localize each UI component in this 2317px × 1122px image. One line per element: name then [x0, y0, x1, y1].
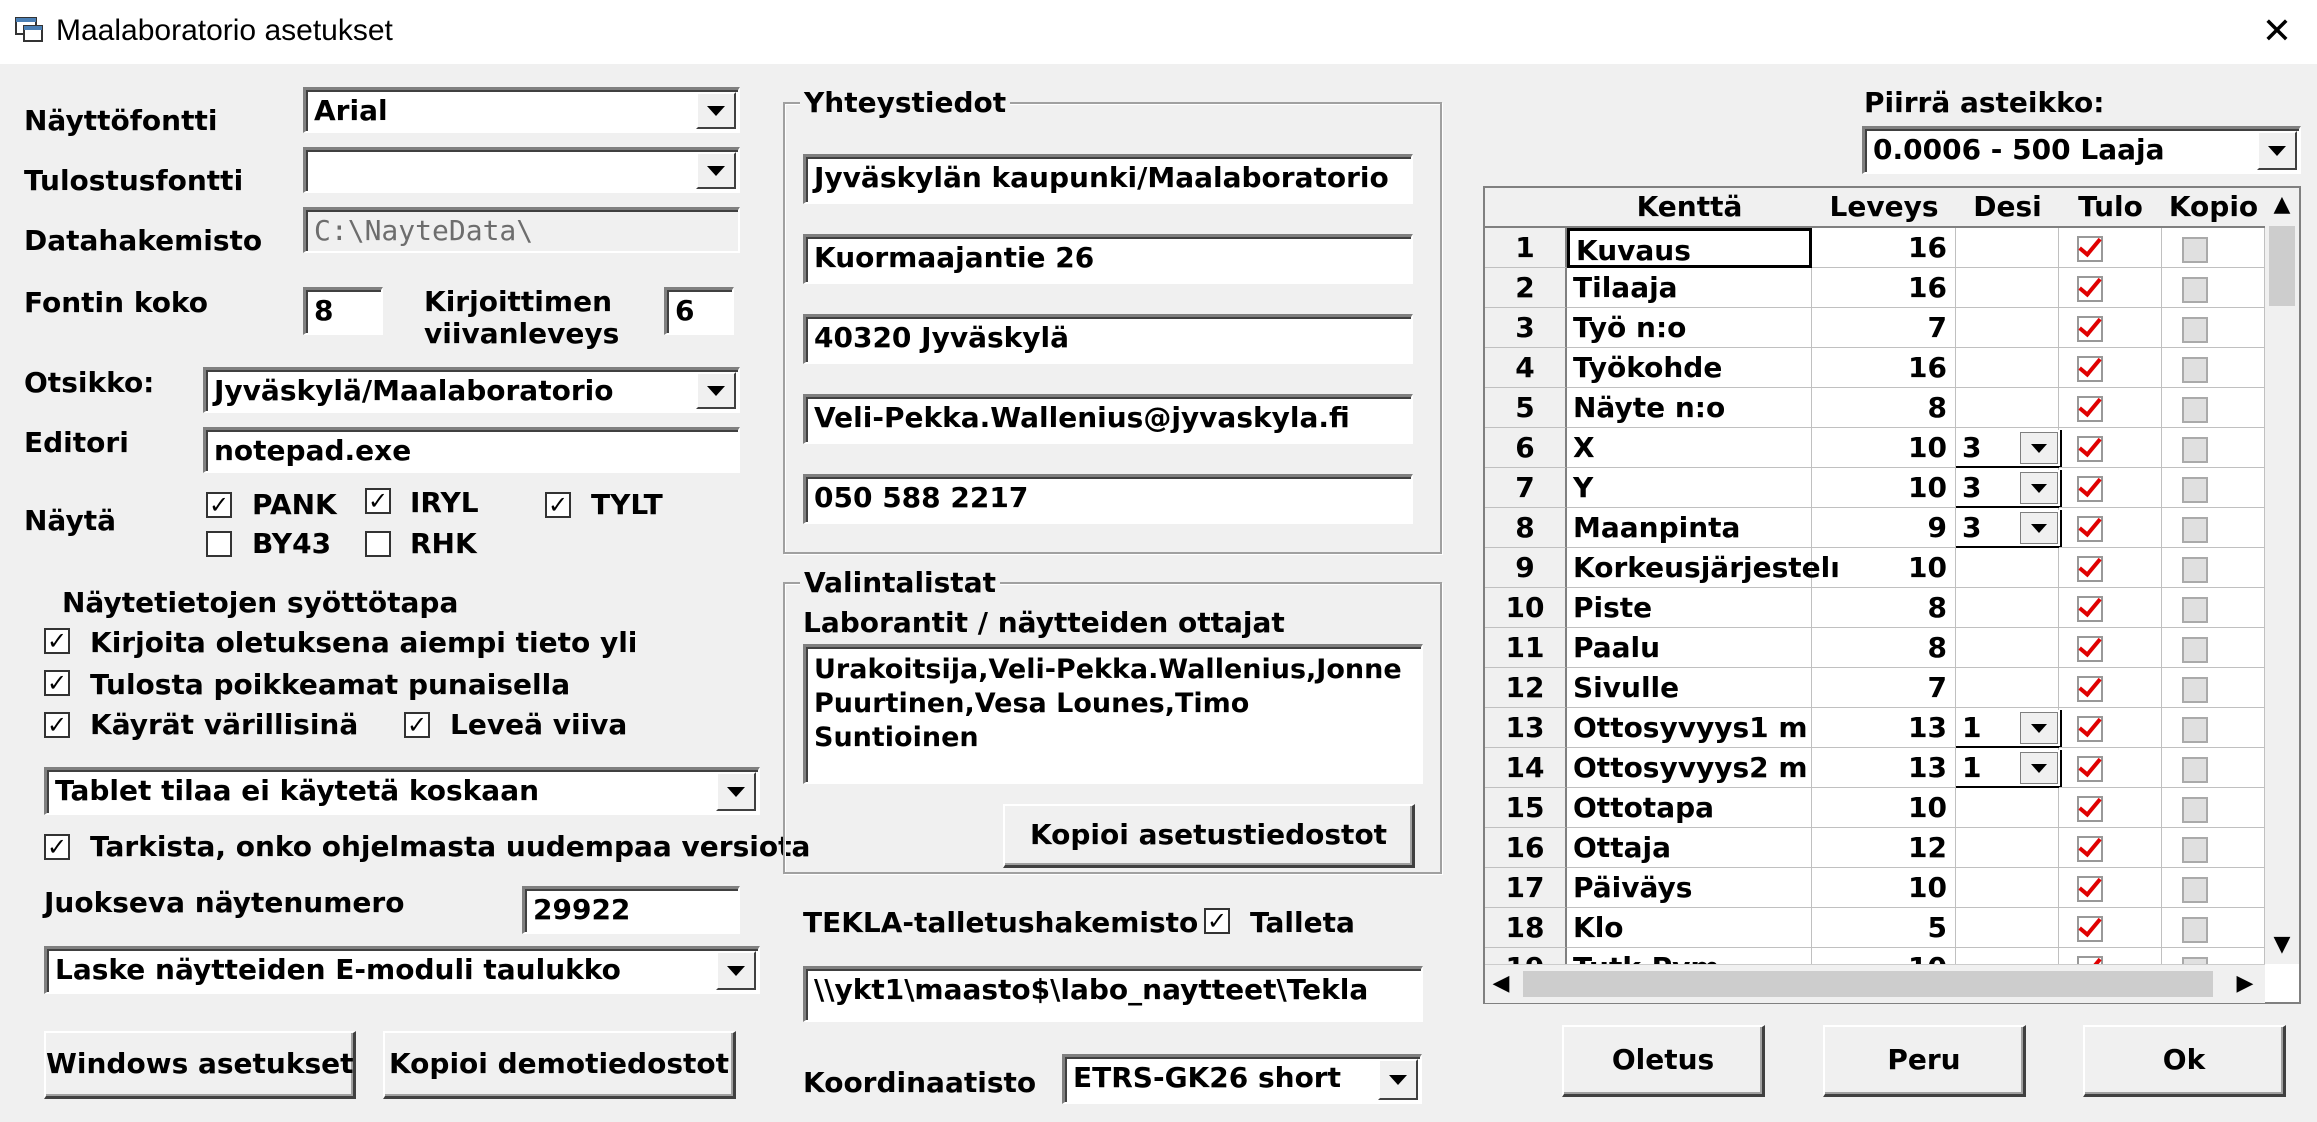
tekla-save-checkbox[interactable]: ✓	[1204, 908, 1230, 934]
kopio-checkbox[interactable]	[2182, 597, 2208, 623]
cancel-button[interactable]: Peru	[1823, 1025, 2026, 1097]
desi-cell[interactable]	[1956, 268, 2059, 308]
kopio-cell[interactable]	[2162, 508, 2265, 548]
iryl-label: IRYL	[410, 486, 479, 519]
kopio-checkbox[interactable]	[2182, 477, 2208, 503]
tulo-checkbox[interactable]	[2077, 516, 2103, 542]
desi-cell[interactable]	[1956, 668, 2059, 708]
table-row[interactable]	[1485, 428, 2265, 468]
kopio-checkbox[interactable]	[2182, 277, 2208, 303]
kopio-cell[interactable]	[2162, 588, 2265, 628]
chevron-down-icon[interactable]	[1378, 1059, 1418, 1100]
check-version-label: Tarkista, onko ohjelmasta uudempaa versiota	[90, 830, 811, 863]
tulo-cell[interactable]	[2059, 828, 2162, 868]
col-header-field[interactable]: Kenttä	[1567, 188, 1814, 228]
kopio-cell[interactable]	[2162, 548, 2265, 588]
col-header-desi[interactable]: Desi	[1956, 188, 2061, 228]
chevron-down-icon[interactable]	[716, 772, 756, 811]
tulo-checkbox[interactable]	[2077, 796, 2103, 822]
datadir-label: Datahakemisto	[24, 224, 263, 257]
kopio-cell[interactable]	[2162, 388, 2265, 428]
tylt-checkbox[interactable]: ✓	[545, 492, 571, 518]
printer-line-label: Kirjoittimen viivanleveys	[424, 285, 620, 350]
font-size-label: Fontin koko	[24, 286, 209, 319]
contact-email-field[interactable]: Veli-Pekka.Wallenius@jyvaskyla.fi	[803, 394, 1413, 444]
width-cell[interactable]: 8	[1812, 628, 1956, 668]
tulo-cell[interactable]	[2059, 788, 2162, 828]
width-cell[interactable]: 10	[1812, 548, 1956, 588]
width-cell[interactable]: 13	[1812, 708, 1956, 748]
desi-cell[interactable]	[1956, 788, 2059, 828]
scroll-left-icon[interactable]: ◀	[1492, 971, 1510, 996]
table-row[interactable]	[1485, 308, 2265, 348]
table-row[interactable]	[1485, 628, 2265, 668]
row-number[interactable]: 16	[1485, 828, 1567, 868]
header-select[interactable]	[203, 367, 740, 413]
field-name-cell[interactable]: Klo	[1567, 908, 1812, 948]
by43-label: BY43	[252, 527, 332, 560]
by43-checkbox[interactable]	[206, 531, 232, 557]
desi-value: 3	[1962, 511, 1982, 544]
scroll-up-icon[interactable]: ▲	[2273, 192, 2291, 217]
row-number[interactable]: 2	[1485, 268, 1567, 308]
kopio-checkbox[interactable]	[2182, 357, 2208, 383]
width-cell[interactable]: 7	[1812, 668, 1956, 708]
table-row[interactable]	[1485, 908, 2265, 948]
col-header-tulo[interactable]: Tulo	[2059, 188, 2164, 228]
desi-cell[interactable]	[1956, 548, 2059, 588]
field-name-cell[interactable]: X	[1567, 428, 1812, 468]
table-row[interactable]	[1485, 828, 2265, 868]
scroll-down-icon[interactable]: ▼	[2273, 932, 2291, 957]
tulo-cell[interactable]	[2059, 868, 2162, 908]
tulo-checkbox[interactable]	[2077, 396, 2103, 422]
fields-grid	[1483, 186, 2301, 1004]
datadir-field[interactable]: C:\NayteData\	[303, 207, 740, 253]
chevron-down-icon[interactable]	[696, 372, 736, 409]
tulo-cell[interactable]	[2059, 388, 2162, 428]
default-button[interactable]: Oletus	[1562, 1025, 1765, 1097]
tablet-mode-value: Tablet tilaa ei käytetä koskaan	[55, 774, 540, 807]
tekla-label: TEKLA-talletushakemisto	[803, 906, 1199, 939]
tulo-cell[interactable]	[2059, 348, 2162, 388]
table-row[interactable]	[1485, 508, 2265, 548]
editor-field[interactable]: notepad.exe	[203, 427, 740, 473]
kopio-checkbox[interactable]	[2182, 677, 2208, 703]
field-name-cell[interactable]: Korkeusjärjestelı	[1567, 548, 1812, 588]
row-number[interactable]: 4	[1485, 348, 1567, 388]
table-row[interactable]	[1485, 388, 2265, 428]
kopio-checkbox[interactable]	[2182, 797, 2208, 823]
lists-group-label: Valintalistat	[800, 566, 1000, 599]
row-number[interactable]: 5	[1485, 388, 1567, 428]
check-version-checkbox[interactable]: ✓	[44, 834, 70, 860]
wide-line-label: Leveä viiva	[450, 708, 628, 741]
curves-color-checkbox[interactable]: ✓	[44, 712, 70, 738]
kopio-checkbox[interactable]	[2182, 837, 2208, 863]
tylt-label: TYLT	[591, 488, 663, 521]
width-cell[interactable]: 8	[1812, 388, 1956, 428]
field-name-cell[interactable]: Kuvaus	[1567, 228, 1812, 268]
row-number[interactable]: 17	[1485, 868, 1567, 908]
print-font-select[interactable]	[303, 147, 740, 193]
desi-select[interactable]	[1956, 430, 2062, 468]
width-cell[interactable]: 16	[1812, 228, 1956, 268]
field-name-cell[interactable]: Piste	[1567, 588, 1812, 628]
overwrite-checkbox[interactable]: ✓	[44, 628, 70, 654]
display-font-select[interactable]	[303, 87, 740, 133]
desi-select[interactable]	[1956, 710, 2062, 748]
print-red-checkbox[interactable]: ✓	[44, 670, 70, 696]
desi-select[interactable]	[1956, 470, 2062, 508]
width-cell[interactable]: 12	[1812, 828, 1956, 868]
header-label: Otsikko:	[24, 366, 155, 399]
kopio-checkbox[interactable]	[2182, 317, 2208, 343]
tulo-checkbox[interactable]	[2077, 676, 2103, 702]
kopio-cell[interactable]	[2162, 428, 2265, 468]
desi-cell[interactable]	[1956, 308, 2059, 348]
kopio-cell[interactable]	[2162, 348, 2265, 388]
emodule-select[interactable]	[44, 946, 760, 994]
width-cell[interactable]: 13	[1812, 748, 1956, 788]
close-icon[interactable]: ✕	[2261, 11, 2293, 52]
desi-cell[interactable]	[1956, 628, 2059, 668]
desi-cell[interactable]	[1956, 908, 2059, 948]
overwrite-label: Kirjoita oletuksena aiempi tieto yli	[90, 626, 638, 659]
coord-label: Koordinaatisto	[803, 1066, 1037, 1099]
row-number[interactable]: 18	[1485, 908, 1567, 948]
row-number[interactable]: 9	[1485, 548, 1567, 588]
desi-cell[interactable]	[1956, 748, 2059, 788]
kopio-checkbox[interactable]	[2182, 517, 2208, 543]
chevron-down-icon[interactable]	[2020, 512, 2058, 544]
field-name-cell[interactable]: Y	[1567, 468, 1812, 508]
tulo-cell[interactable]	[2059, 428, 2162, 468]
tulo-checkbox[interactable]	[2077, 876, 2103, 902]
width-cell[interactable]: 5	[1812, 908, 1956, 948]
chevron-down-icon[interactable]	[2257, 131, 2297, 170]
desi-cell[interactable]	[1956, 708, 2059, 748]
emodule-value: Laske näytteiden E-moduli taulukko	[55, 953, 621, 986]
tulo-cell[interactable]	[2059, 508, 2162, 548]
contact-line1-field[interactable]: Jyväskylän kaupunki/Maalaboratorio	[803, 154, 1413, 204]
kopio-checkbox[interactable]	[2182, 557, 2208, 583]
rhk-checkbox[interactable]	[365, 531, 391, 557]
scale-select[interactable]	[1862, 126, 2301, 174]
desi-cell[interactable]	[1956, 388, 2059, 428]
tulo-cell[interactable]	[2059, 748, 2162, 788]
row-number[interactable]: 7	[1485, 468, 1567, 508]
row-number[interactable]: 14	[1485, 748, 1567, 788]
scale-value: 0.0006 - 500 Laaja	[1873, 133, 2165, 166]
width-cell[interactable]: 16	[1812, 348, 1956, 388]
kopio-cell[interactable]	[2162, 628, 2265, 668]
windows-settings-button[interactable]: Windows asetukset	[44, 1031, 356, 1099]
window-title: Maalaboratorio asetukset	[56, 14, 393, 47]
desi-cell[interactable]	[1956, 508, 2059, 548]
field-name-cell[interactable]: Näyte n:o	[1567, 388, 1812, 428]
scroll-right-icon[interactable]: ▶	[2236, 971, 2254, 996]
iryl-checkbox[interactable]: ✓	[365, 488, 391, 514]
tulo-checkbox[interactable]	[2077, 436, 2103, 462]
tulo-cell[interactable]	[2059, 308, 2162, 348]
coord-select[interactable]	[1062, 1054, 1422, 1104]
pank-checkbox[interactable]: ✓	[206, 492, 232, 518]
width-cell[interactable]: 8	[1812, 588, 1956, 628]
tulo-checkbox[interactable]	[2077, 476, 2103, 502]
font-size-field[interactable]: 8	[303, 287, 383, 335]
table-row[interactable]	[1485, 468, 2265, 508]
table-row[interactable]	[1485, 268, 2265, 308]
desi-select[interactable]	[1956, 750, 2062, 788]
title-bar	[0, 0, 2317, 64]
tulo-checkbox[interactable]	[2077, 276, 2103, 302]
kopio-cell[interactable]	[2162, 468, 2265, 508]
table-row[interactable]	[1485, 668, 2265, 708]
editor-label: Editori	[24, 426, 129, 459]
table-row[interactable]	[1485, 588, 2265, 628]
field-name-cell[interactable]: Sivulle	[1567, 668, 1812, 708]
kopio-checkbox[interactable]	[2182, 397, 2208, 423]
kopio-cell[interactable]	[2162, 668, 2265, 708]
chevron-down-icon[interactable]	[2020, 432, 2058, 464]
field-name-cell[interactable]: Päiväys	[1567, 868, 1812, 908]
tulo-checkbox[interactable]	[2077, 916, 2103, 942]
curves-color-label: Käyrät värillisinä	[90, 708, 359, 741]
pank-label: PANK	[252, 488, 337, 521]
grid-corner	[1485, 188, 1569, 228]
tulo-cell[interactable]	[2059, 548, 2162, 588]
desi-value: 3	[1962, 471, 1982, 504]
kopio-cell[interactable]	[2162, 228, 2265, 268]
tulo-cell[interactable]	[2059, 708, 2162, 748]
kopio-checkbox[interactable]	[2182, 237, 2208, 263]
desi-cell[interactable]	[1956, 228, 2059, 268]
row-number[interactable]: 11	[1485, 628, 1567, 668]
row-number[interactable]: 3	[1485, 308, 1567, 348]
desi-cell[interactable]	[1956, 588, 2059, 628]
field-name-cell[interactable]: Paalu	[1567, 628, 1812, 668]
field-name-cell[interactable]: Työ n:o	[1567, 308, 1812, 348]
copy-settings-button[interactable]: Kopioi asetustiedostot	[1003, 804, 1415, 868]
tulo-cell[interactable]	[2059, 588, 2162, 628]
desi-cell[interactable]	[1956, 828, 2059, 868]
field-name-cell[interactable]: Ottaja	[1567, 828, 1812, 868]
kopio-cell[interactable]	[2162, 868, 2265, 908]
print-font-label: Tulostusfontti	[24, 164, 244, 197]
field-name-cell[interactable]: Maanpinta	[1567, 508, 1812, 548]
tulo-checkbox[interactable]	[2077, 316, 2103, 342]
chevron-down-icon[interactable]	[2020, 752, 2058, 784]
row-number[interactable]: 15	[1485, 788, 1567, 828]
row-number[interactable]: 8	[1485, 508, 1567, 548]
width-cell[interactable]: 7	[1812, 308, 1956, 348]
kopio-checkbox[interactable]	[2182, 877, 2208, 903]
tulo-cell[interactable]	[2059, 668, 2162, 708]
row-number[interactable]: 1	[1485, 228, 1567, 268]
tulo-cell[interactable]	[2059, 908, 2162, 948]
width-cell[interactable]: 10	[1812, 428, 1956, 468]
display-font-label: Näyttöfontti	[24, 104, 218, 137]
tulo-cell[interactable]	[2059, 228, 2162, 268]
kopio-cell[interactable]	[2162, 748, 2265, 788]
tulo-checkbox[interactable]	[2077, 236, 2103, 262]
header-value: Jyväskylä/Maalaboratorio	[214, 374, 614, 407]
row-number[interactable]: 6	[1485, 428, 1567, 468]
tablet-mode-select[interactable]	[44, 767, 760, 815]
width-cell[interactable]: 10	[1812, 868, 1956, 908]
desi-cell[interactable]	[1956, 868, 2059, 908]
kopio-checkbox[interactable]	[2182, 757, 2208, 783]
print-red-label: Tulosta poikkeamat punaisella	[90, 668, 571, 701]
chevron-down-icon[interactable]	[2020, 712, 2058, 744]
lists-sub-label: Laborantit / näytteiden ottajat	[803, 606, 1285, 639]
coord-value: ETRS-GK26 short	[1073, 1061, 1341, 1094]
tulo-checkbox[interactable]	[2077, 836, 2103, 862]
table-row[interactable]	[1485, 788, 2265, 828]
field-name-cell[interactable]: Ottosyvyys1 m	[1567, 708, 1812, 748]
tulo-checkbox[interactable]	[2077, 596, 2103, 622]
tulo-cell[interactable]	[2059, 468, 2162, 508]
kopio-checkbox[interactable]	[2182, 437, 2208, 463]
kopio-cell[interactable]	[2162, 268, 2265, 308]
kopio-cell[interactable]	[2162, 828, 2265, 868]
kopio-checkbox[interactable]	[2182, 637, 2208, 663]
scale-label: Piirrä asteikko:	[1864, 86, 2105, 119]
kopio-cell[interactable]	[2162, 908, 2265, 948]
field-name-cell[interactable]: Ottosyvyys2 m	[1567, 748, 1812, 788]
tulo-checkbox[interactable]	[2077, 356, 2103, 382]
contact-phone-field[interactable]: 050 588 2217	[803, 474, 1413, 524]
col-header-width[interactable]: Leveys	[1812, 188, 1958, 228]
row-number[interactable]: 12	[1485, 668, 1567, 708]
table-row[interactable]	[1485, 708, 2265, 748]
printer-line-field[interactable]: 6	[664, 287, 734, 335]
hscroll-thumb[interactable]	[1523, 971, 2213, 997]
kopio-cell[interactable]	[2162, 308, 2265, 348]
input-method-label: Näytetietojen syöttötapa	[62, 586, 459, 619]
ok-button[interactable]: Ok	[2083, 1025, 2286, 1097]
contact-group-label: Yhteystiedot	[800, 86, 1010, 119]
kopio-checkbox[interactable]	[2182, 917, 2208, 943]
kopio-checkbox[interactable]	[2182, 717, 2208, 743]
chevron-down-icon[interactable]	[696, 92, 736, 129]
running-number-field[interactable]: 29922	[522, 886, 740, 934]
desi-cell[interactable]	[1956, 348, 2059, 388]
field-name-cell[interactable]: Työkohde	[1567, 348, 1812, 388]
width-cell[interactable]: 10	[1812, 788, 1956, 828]
contact-line2-field[interactable]: Kuormaajantie 26	[803, 234, 1413, 284]
row-number[interactable]: 10	[1485, 588, 1567, 628]
table-row[interactable]	[1485, 348, 2265, 388]
table-row[interactable]	[1485, 868, 2265, 908]
wide-line-checkbox[interactable]: ✓	[404, 712, 430, 738]
tulo-cell[interactable]	[2059, 628, 2162, 668]
width-cell[interactable]: 16	[1812, 268, 1956, 308]
width-cell[interactable]: 9	[1812, 508, 1956, 548]
tekla-path-field[interactable]: \\ykt1\maasto$\labo_naytteet\Tekla	[803, 966, 1423, 1022]
table-row[interactable]	[1485, 748, 2265, 788]
tulo-checkbox[interactable]	[2077, 716, 2103, 742]
field-name-cell[interactable]: Ottotapa	[1567, 788, 1812, 828]
laborants-textarea[interactable]: Urakoitsija,Veli-Pekka.Wallenius,Jonne Puurtinen,Vesa Lounes,Timo Suntioinen	[803, 644, 1423, 784]
tekla-save-label: Talleta	[1250, 906, 1355, 939]
table-row[interactable]	[1485, 228, 2265, 268]
tulo-checkbox[interactable]	[2077, 556, 2103, 582]
chevron-down-icon[interactable]	[696, 152, 736, 189]
contact-line3-field[interactable]: 40320 Jyväskylä	[803, 314, 1413, 364]
width-cell[interactable]: 10	[1812, 468, 1956, 508]
kopio-cell[interactable]	[2162, 708, 2265, 748]
kopio-cell[interactable]	[2162, 788, 2265, 828]
show-label: Näytä	[24, 504, 116, 537]
chevron-down-icon[interactable]	[716, 951, 756, 990]
grid-vertical-scrollbar[interactable]	[2265, 188, 2299, 964]
display-font-value: Arial	[314, 94, 388, 127]
tulo-checkbox[interactable]	[2077, 636, 2103, 662]
scroll-thumb[interactable]	[2269, 226, 2295, 306]
running-number-label: Juokseva näytenumero	[44, 886, 405, 919]
field-name-cell[interactable]: Tilaaja	[1567, 268, 1812, 308]
grid-horizontal-scrollbar[interactable]	[1485, 964, 2265, 1003]
desi-select[interactable]	[1956, 510, 2062, 548]
desi-cell[interactable]	[1956, 428, 2059, 468]
copy-demo-button[interactable]: Kopioi demotiedostot	[383, 1031, 736, 1099]
table-row[interactable]	[1485, 548, 2265, 588]
row-number[interactable]: 13	[1485, 708, 1567, 748]
tulo-checkbox[interactable]	[2077, 756, 2103, 782]
app-window-icon	[14, 16, 44, 44]
desi-value: 1	[1962, 711, 1982, 744]
desi-value: 3	[1962, 431, 1982, 464]
chevron-down-icon[interactable]	[2020, 472, 2058, 504]
tulo-cell[interactable]	[2059, 268, 2162, 308]
col-header-kopio[interactable]: Kopio	[2162, 188, 2267, 228]
desi-value: 1	[1962, 751, 1982, 784]
desi-cell[interactable]	[1956, 468, 2059, 508]
rhk-label: RHK	[410, 527, 477, 560]
